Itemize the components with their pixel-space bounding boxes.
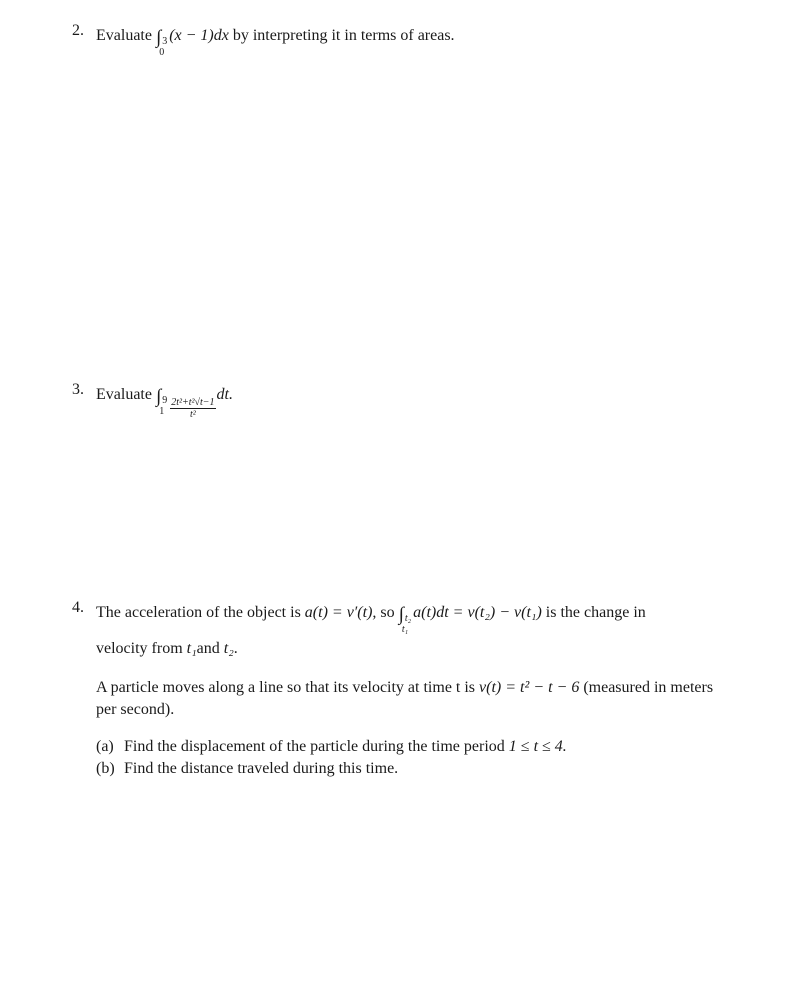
integrand: (x − 1)dx — [169, 27, 229, 44]
differential: dt. — [216, 386, 233, 403]
problem-3-statement — [96, 381, 772, 420]
integral-limits — [159, 36, 168, 58]
units-text: (measured in meters — [583, 679, 714, 696]
lower-limit: t₁ — [401, 624, 409, 635]
problem-tail: by interpreting it in terms of areas. — [232, 27, 455, 44]
upper-limit: t₂ — [404, 613, 412, 624]
integral-sign: ∫ — [398, 604, 404, 625]
change-text: is the change in — [545, 604, 646, 621]
part-text: Find the displacement of the particle during the time period — [124, 738, 505, 755]
problem-number: 3. — [72, 381, 84, 398]
integral-sign: ∫ — [155, 27, 162, 48]
intro-text: The acceleration of the object is — [96, 604, 301, 621]
velocity-formula: v(t) = t² − t − 6 — [479, 679, 580, 696]
problem-4-line-1 — [96, 599, 772, 635]
paragraph-line-1 — [96, 677, 772, 699]
particle-paragraph — [96, 677, 772, 721]
period: . — [233, 640, 238, 657]
units-text-end: per second). — [96, 701, 175, 718]
upper-limit: 3 — [162, 36, 168, 47]
upper-limit: 9 — [162, 395, 168, 406]
lower-limit: 1 — [159, 406, 165, 417]
part-label: (a) — [96, 738, 114, 755]
t2-symbol: t₂ — [223, 640, 234, 657]
problem-4-line-2 — [96, 635, 772, 662]
integral-sign: ∫ — [155, 386, 162, 407]
acceleration-formula: a(t) = v′(t), — [304, 604, 377, 621]
problem-2-statement — [96, 22, 772, 58]
problem-number: 2. — [72, 22, 84, 39]
part-b — [96, 758, 772, 780]
velocity-text: velocity from — [96, 640, 183, 657]
lower-limit: 0 — [159, 47, 165, 58]
part-label: (b) — [96, 760, 115, 777]
integral-limits — [401, 613, 412, 635]
problem-lead: Evaluate — [96, 386, 152, 403]
t1-symbol: t₁ — [186, 640, 197, 657]
so-text: so — [380, 604, 395, 621]
problem-lead: Evaluate — [96, 27, 152, 44]
fraction-denominator: t² — [189, 409, 196, 420]
and-text: and — [196, 640, 220, 657]
part-a — [96, 736, 772, 758]
integrand-fraction — [170, 397, 215, 420]
problem-number: 4. — [72, 599, 84, 616]
part-text: Find the distance traveled during this time. — [124, 760, 399, 777]
integral-limits — [159, 395, 168, 417]
problem-4-parts — [96, 736, 772, 780]
paragraph-line-2 — [96, 699, 772, 721]
paragraph-text: A particle moves along a line so that its velocity at time t is — [96, 679, 476, 696]
time-range: 1 ≤ t ≤ 4. — [508, 738, 567, 755]
fraction-numerator: 2t²+t²√t−1 — [171, 397, 215, 408]
integral-expression: a(t)dt = v(t₂) − v(t₁) — [413, 604, 542, 621]
